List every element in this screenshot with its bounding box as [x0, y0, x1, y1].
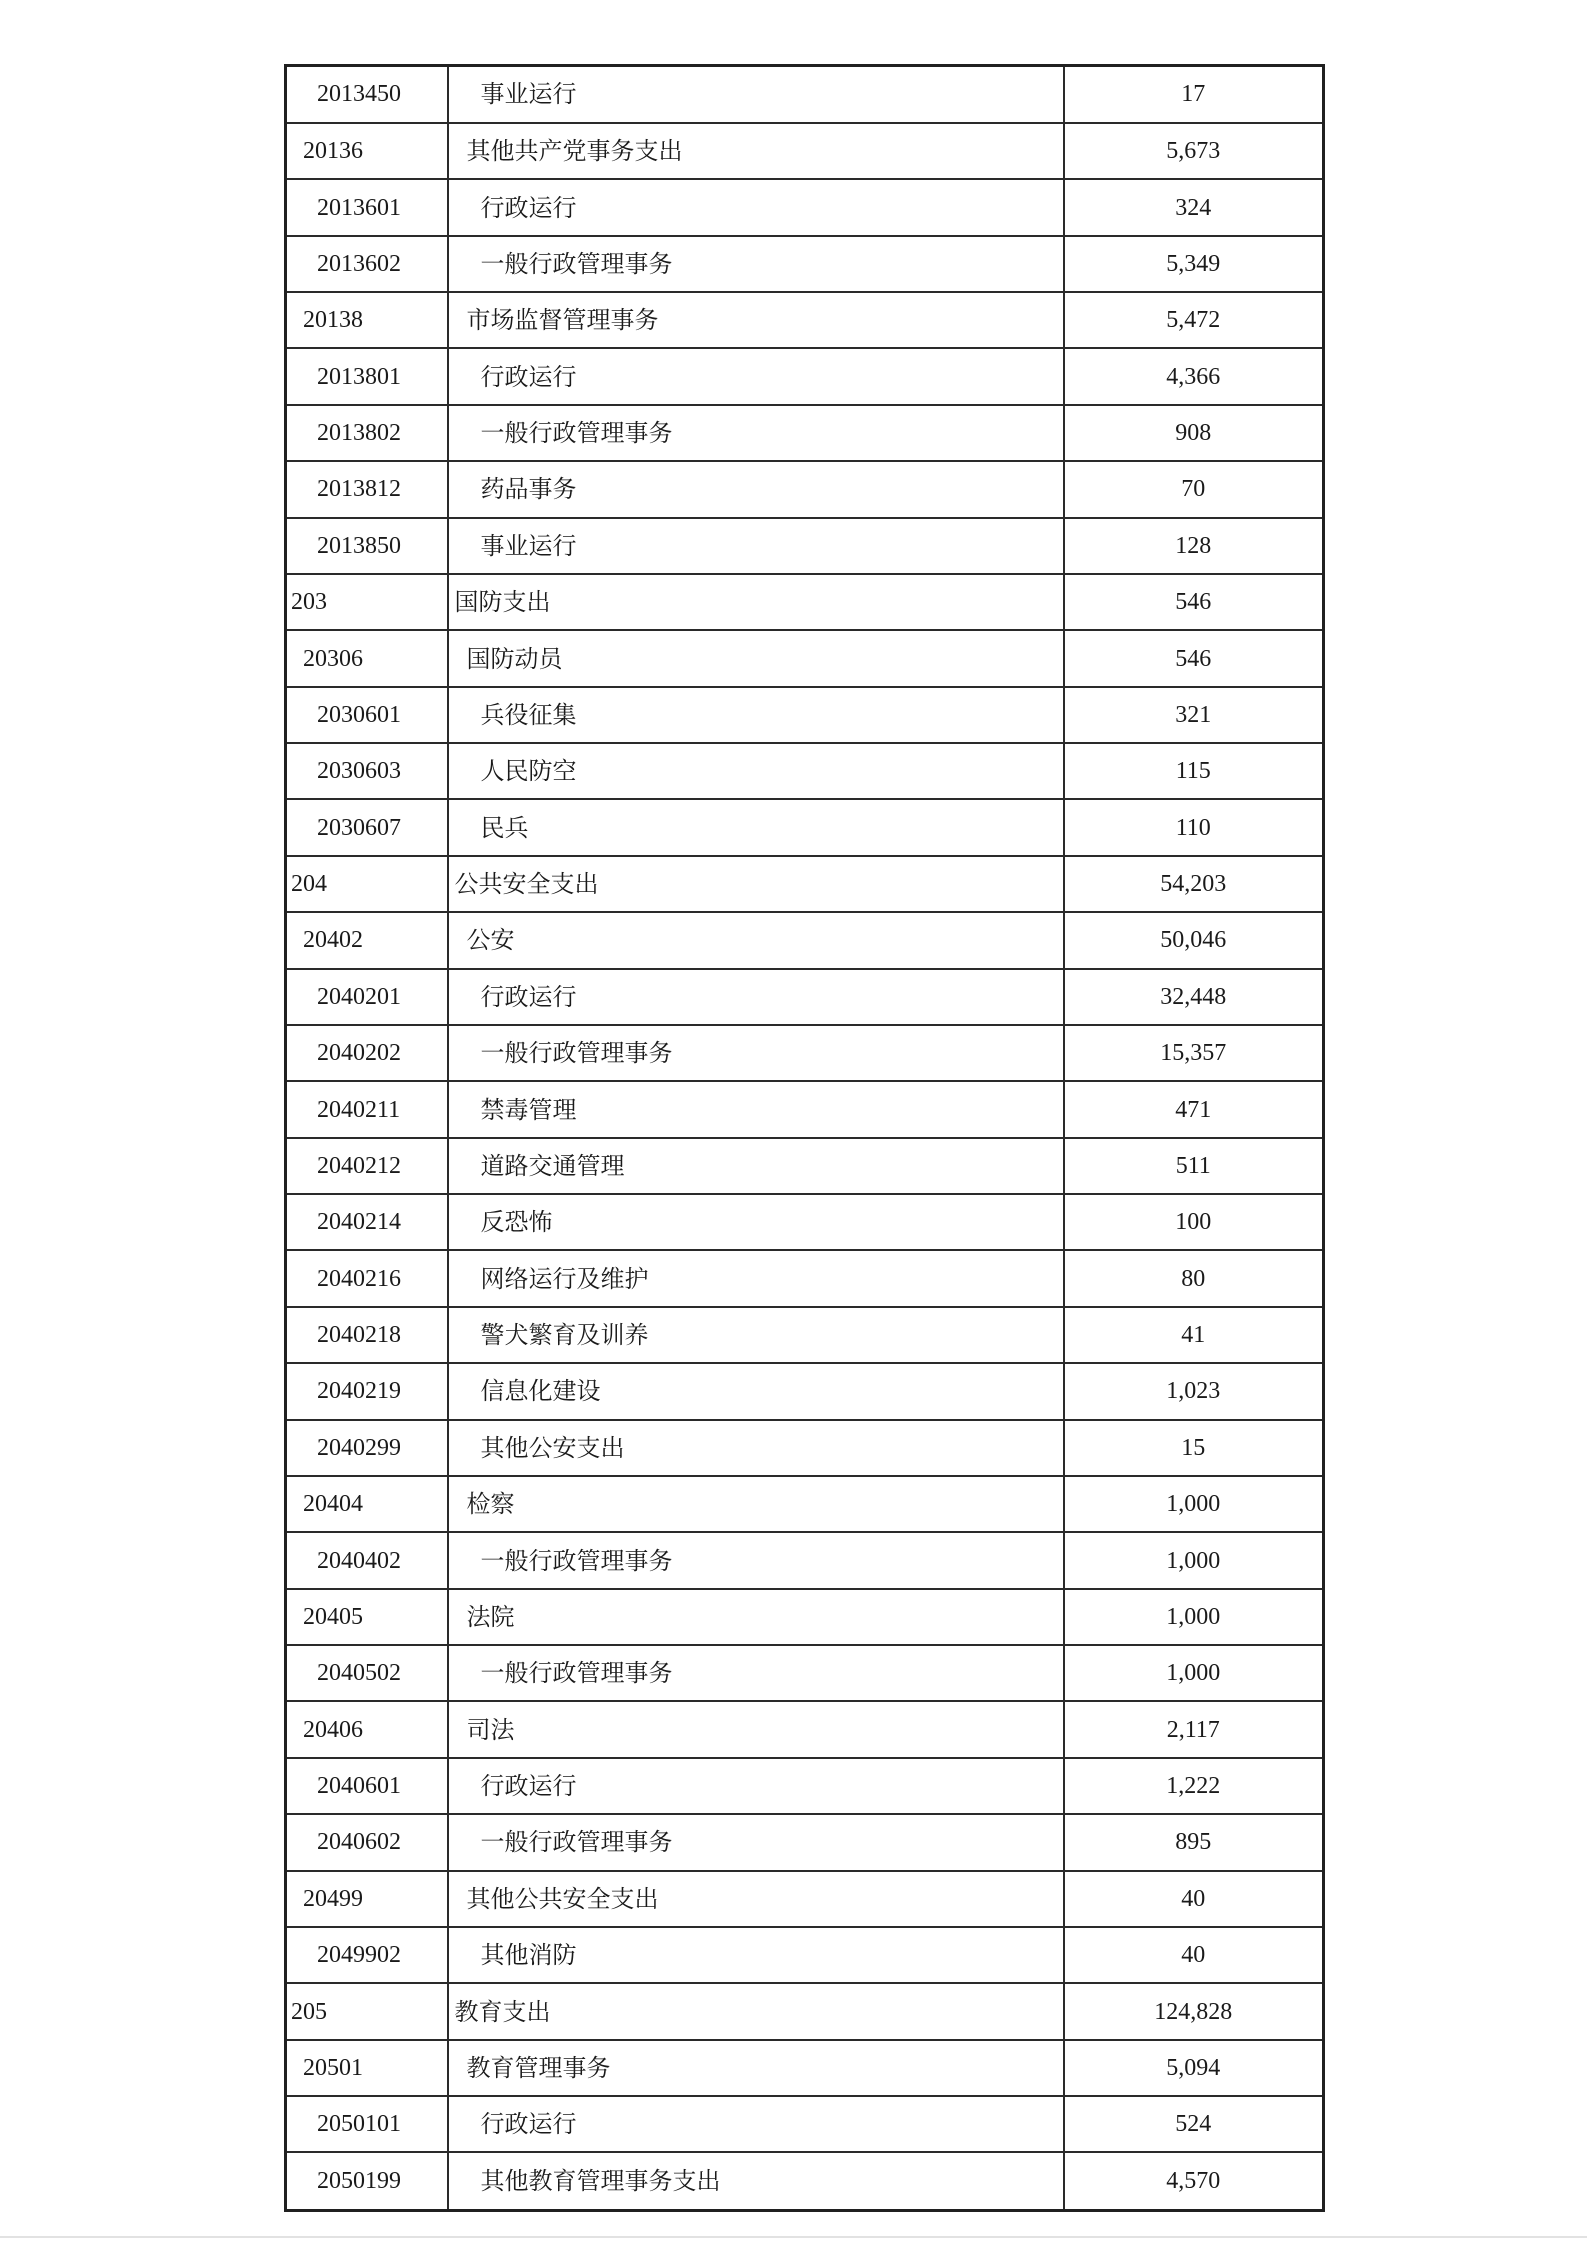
amount-cell: 80: [1064, 1250, 1324, 1306]
table-row: [286, 405, 1324, 461]
subject-name-cell: 公共安全支出: [448, 856, 1064, 912]
subject-name-cell: 一般行政管理事务: [448, 1532, 1064, 1588]
amount-cell: 324: [1064, 179, 1324, 235]
table-row: [286, 236, 1324, 292]
amount-cell: 32,448: [1064, 969, 1324, 1025]
table-row: [286, 179, 1324, 235]
subject-name-cell: 其他消防: [448, 1927, 1064, 1983]
subject-code-cell: 2040602: [286, 1814, 448, 1870]
table-row: [286, 1532, 1324, 1588]
amount-cell: 15: [1064, 1420, 1324, 1476]
table-row: [286, 1983, 1324, 2039]
amount-cell: 546: [1064, 574, 1324, 630]
subject-code-cell: 2013602: [286, 236, 448, 292]
subject-name-cell: 公安: [448, 912, 1064, 968]
subject-code-cell: 20136: [286, 123, 448, 179]
subject-code-cell: 2040219: [286, 1363, 448, 1419]
subject-name-cell: 行政运行: [448, 2096, 1064, 2152]
subject-name-cell: 检察: [448, 1476, 1064, 1532]
table-row: [286, 1363, 1324, 1419]
table-row: [286, 1871, 1324, 1927]
subject-name-cell: 民兵: [448, 799, 1064, 855]
amount-cell: 5,349: [1064, 236, 1324, 292]
subject-name-cell: 市场监督管理事务: [448, 292, 1064, 348]
subject-name-cell: 教育管理事务: [448, 2040, 1064, 2096]
table-row: [286, 1645, 1324, 1701]
page-bottom-edge: [0, 2236, 1587, 2238]
subject-code-cell: 2040216: [286, 1250, 448, 1306]
subject-name-cell: 其他共产党事务支出: [448, 123, 1064, 179]
subject-code-cell: 20499: [286, 1871, 448, 1927]
subject-code-cell: 2013802: [286, 405, 448, 461]
table-row: [286, 1814, 1324, 1870]
amount-cell: 5,094: [1064, 2040, 1324, 2096]
subject-code-cell: 20501: [286, 2040, 448, 2096]
amount-cell: 895: [1064, 1814, 1324, 1870]
table-row: [286, 1138, 1324, 1194]
subject-name-cell: 一般行政管理事务: [448, 236, 1064, 292]
amount-cell: 15,357: [1064, 1025, 1324, 1081]
table-row: [286, 123, 1324, 179]
table-row: [286, 574, 1324, 630]
table-row: [286, 1589, 1324, 1645]
subject-code-cell: 2040299: [286, 1420, 448, 1476]
subject-name-cell: 法院: [448, 1589, 1064, 1645]
subject-code-cell: 2040214: [286, 1194, 448, 1250]
subject-name-cell: 禁毒管理: [448, 1081, 1064, 1137]
table-row: [286, 2040, 1324, 2096]
subject-code-cell: 20138: [286, 292, 448, 348]
subject-code-cell: 20306: [286, 630, 448, 686]
table-row: [286, 1701, 1324, 1757]
table-row: [286, 1081, 1324, 1137]
table-row: [286, 1194, 1324, 1250]
table-row: [286, 1025, 1324, 1081]
table-row: [286, 292, 1324, 348]
amount-cell: 128: [1064, 518, 1324, 574]
amount-cell: 1,000: [1064, 1645, 1324, 1701]
subject-name-cell: 兵役征集: [448, 687, 1064, 743]
amount-cell: 100: [1064, 1194, 1324, 1250]
subject-name-cell: 行政运行: [448, 969, 1064, 1025]
amount-cell: 115: [1064, 743, 1324, 799]
subject-name-cell: 一般行政管理事务: [448, 1814, 1064, 1870]
table-row: [286, 518, 1324, 574]
subject-name-cell: 其他公安支出: [448, 1420, 1064, 1476]
subject-name-cell: 一般行政管理事务: [448, 1025, 1064, 1081]
subject-name-cell: 一般行政管理事务: [448, 405, 1064, 461]
amount-cell: 4,570: [1064, 2152, 1324, 2210]
budget-table: [284, 64, 1325, 2212]
subject-name-cell: 国防支出: [448, 574, 1064, 630]
subject-code-cell: 2040211: [286, 1081, 448, 1137]
subject-code-cell: 2013850: [286, 518, 448, 574]
subject-name-cell: 国防动员: [448, 630, 1064, 686]
subject-code-cell: 205: [286, 1983, 448, 2039]
table-row: [286, 912, 1324, 968]
subject-name-cell: 药品事务: [448, 461, 1064, 517]
amount-cell: 54,203: [1064, 856, 1324, 912]
table-row: [286, 1927, 1324, 1983]
amount-cell: 471: [1064, 1081, 1324, 1137]
subject-code-cell: 2040218: [286, 1307, 448, 1363]
amount-cell: 321: [1064, 687, 1324, 743]
subject-code-cell: 20406: [286, 1701, 448, 1757]
budget-table-body: [286, 66, 1324, 2211]
subject-code-cell: 2040212: [286, 1138, 448, 1194]
subject-code-cell: 20402: [286, 912, 448, 968]
subject-name-cell: 教育支出: [448, 1983, 1064, 2039]
subject-name-cell: 警犬繁育及训养: [448, 1307, 1064, 1363]
table-row: [286, 1307, 1324, 1363]
subject-name-cell: 网络运行及维护: [448, 1250, 1064, 1306]
subject-code-cell: 2050199: [286, 2152, 448, 2210]
subject-code-cell: 2040202: [286, 1025, 448, 1081]
subject-code-cell: 20404: [286, 1476, 448, 1532]
table-row: [286, 799, 1324, 855]
subject-code-cell: 2040402: [286, 1532, 448, 1588]
amount-cell: 124,828: [1064, 1983, 1324, 2039]
subject-name-cell: 行政运行: [448, 179, 1064, 235]
table-row: [286, 1420, 1324, 1476]
amount-cell: 1,000: [1064, 1589, 1324, 1645]
subject-code-cell: 2013801: [286, 348, 448, 404]
table-row: [286, 856, 1324, 912]
subject-name-cell: 事业运行: [448, 518, 1064, 574]
subject-name-cell: 其他教育管理事务支出: [448, 2152, 1064, 2210]
amount-cell: 40: [1064, 1871, 1324, 1927]
subject-name-cell: 信息化建设: [448, 1363, 1064, 1419]
subject-code-cell: 2049902: [286, 1927, 448, 1983]
subject-code-cell: 2050101: [286, 2096, 448, 2152]
amount-cell: 1,023: [1064, 1363, 1324, 1419]
table-row: [286, 348, 1324, 404]
subject-code-cell: 2013601: [286, 179, 448, 235]
subject-code-cell: 2040502: [286, 1645, 448, 1701]
subject-name-cell: 人民防空: [448, 743, 1064, 799]
amount-cell: 5,472: [1064, 292, 1324, 348]
subject-code-cell: 2030603: [286, 743, 448, 799]
subject-code-cell: 2013812: [286, 461, 448, 517]
subject-name-cell: 一般行政管理事务: [448, 1645, 1064, 1701]
subject-code-cell: 2013450: [286, 66, 448, 123]
subject-name-cell: 事业运行: [448, 66, 1064, 123]
subject-name-cell: 道路交通管理: [448, 1138, 1064, 1194]
subject-code-cell: 203: [286, 574, 448, 630]
subject-code-cell: 2030607: [286, 799, 448, 855]
subject-name-cell: 行政运行: [448, 1758, 1064, 1814]
amount-cell: 41: [1064, 1307, 1324, 1363]
table-row: [286, 66, 1324, 123]
table-row: [286, 687, 1324, 743]
table-row: [286, 1758, 1324, 1814]
subject-name-cell: 其他公共安全支出: [448, 1871, 1064, 1927]
subject-code-cell: 204: [286, 856, 448, 912]
table-row: [286, 630, 1324, 686]
subject-code-cell: 2040601: [286, 1758, 448, 1814]
table-row: [286, 461, 1324, 517]
amount-cell: 5,673: [1064, 123, 1324, 179]
amount-cell: 1,000: [1064, 1532, 1324, 1588]
amount-cell: 50,046: [1064, 912, 1324, 968]
amount-cell: 40: [1064, 1927, 1324, 1983]
amount-cell: 110: [1064, 799, 1324, 855]
amount-cell: 1,222: [1064, 1758, 1324, 1814]
subject-code-cell: 2040201: [286, 969, 448, 1025]
amount-cell: 4,366: [1064, 348, 1324, 404]
amount-cell: 2,117: [1064, 1701, 1324, 1757]
table-row: [286, 2152, 1324, 2210]
subject-code-cell: 20405: [286, 1589, 448, 1645]
amount-cell: 17: [1064, 66, 1324, 123]
amount-cell: 1,000: [1064, 1476, 1324, 1532]
subject-name-cell: 司法: [448, 1701, 1064, 1757]
amount-cell: 511: [1064, 1138, 1324, 1194]
table-row: [286, 2096, 1324, 2152]
table-row: [286, 1250, 1324, 1306]
table-row: [286, 743, 1324, 799]
amount-cell: 546: [1064, 630, 1324, 686]
subject-name-cell: 反恐怖: [448, 1194, 1064, 1250]
amount-cell: 70: [1064, 461, 1324, 517]
amount-cell: 908: [1064, 405, 1324, 461]
table-row: [286, 1476, 1324, 1532]
amount-cell: 524: [1064, 2096, 1324, 2152]
subject-code-cell: 2030601: [286, 687, 448, 743]
table-row: [286, 969, 1324, 1025]
subject-name-cell: 行政运行: [448, 348, 1064, 404]
